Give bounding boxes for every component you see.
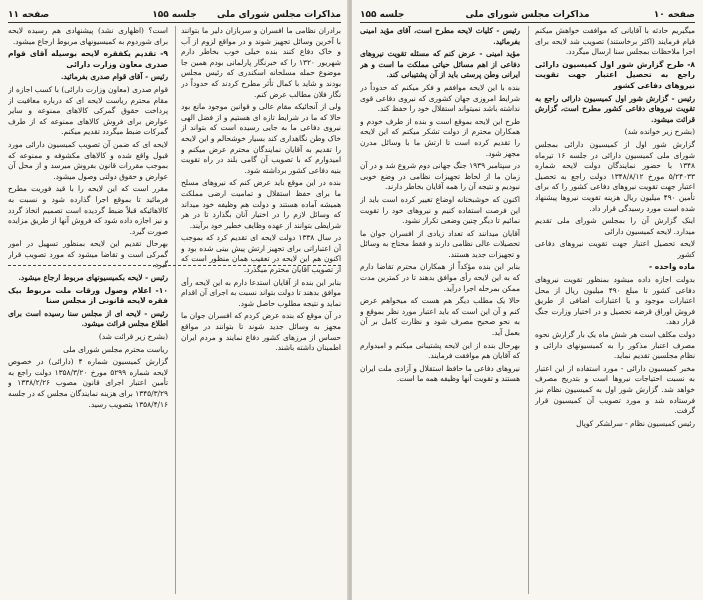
paragraph: بهرحال بنده از این لایحه پشتیبانی میکنم و امیدوارم که آقایان هم موافقت فرمایند. bbox=[360, 340, 520, 361]
paragraph: در سپتامبر ۱۹۳۹ جنگ جهانی دوم شروع شد و در آن زمان ما از لحاظ تجهیزات نظامی در وضع خوبی نبودیم و نتیجه آن را همه آقایان بخاطر دارند. bbox=[360, 161, 520, 192]
speaker-paragraph: رئیس - کلیات لایحه مطرح است، آقای مؤید امینی بفرمائید. bbox=[360, 26, 520, 46]
left-column-divider bbox=[175, 26, 176, 594]
paragraph: لایحه تحصیل اعتبار جهت تقویت نیروهای دفاعی کشور bbox=[535, 239, 695, 259]
paragraph: (بشرح زیر قرائت شد) bbox=[98, 332, 168, 342]
speaker-paragraph: مؤید امینی - عرض کنم که مسئله تقویت نیروهای دفاعی از اهم مسائل حیاتی مملکت ما است و هر ایرانی وطن پرستی باید از آن پشتیبانی کند. bbox=[360, 49, 520, 80]
paragraph: بدولت اجازه داده میشود بمنظور تقویت نیروهای دفاعی کشور تا مبلغ ۴۹۰ میلیون ریال از محل اعتبارات موجود و یا اعتبارات اضافی از طریق فروش اوراق قرضه تحصیل و در اختیار وزارت جنگ قرار دهد. bbox=[535, 275, 695, 327]
paragraph: در سال ۱۳۳۸ دولت لایحه ای تقدیم کرد که بموجب آن اعتباراتی برای تجهیز ارتش پیش بینی شده بود و اکنون هم این لایحه در تعقیب همان منظور است که از تصویب آقایان محترم میگذرد. bbox=[181, 233, 341, 275]
paragraph: اینک گزارش آن را بمجلس شورای ملی تقدیم میدارد. لایحه کمیسیون دارائی bbox=[535, 216, 695, 236]
paragraph: است؟ (اظهاری نشد) پیشنهادی هم رسیده لایحه برای شوردوم به کمیسیونهای مربوط ارجاع میشود. bbox=[8, 26, 168, 46]
paragraph: مخبر کمیسیون دارائی - مورد استفاده از این اعتبار به نسبت احتیاجات نیروها است و بتدریج مصرف خواهد شد. گزارش شور اول به کمیسیون نظام نیز فرستاده شد و مورد تصویب آن کمیسیون قرار گرفت. bbox=[535, 363, 695, 416]
paragraph: (بشرح زیر خوانده شد) bbox=[624, 127, 695, 137]
paragraph: دولت مکلف است هر شش ماه یک بار گزارش نحوه مصرف اعتبار مذکور را به کمیسیونهای دارائی و نظام مجلسین تقدیم نماید. bbox=[535, 330, 695, 361]
paragraph: در آن موقع که بنده عرض کردم که افسران جوان ما مجهز به وسائل جدید شوند تا بتوانند در مواقع حساس از مرزهای کشور دفاع نمایند و مردم ایران اطمینان داشته باشند. bbox=[181, 311, 341, 353]
paragraph: بنابر این بنده مؤکداً از همکاران محترم تقاضا دارم که به این لایحه رأی موافق بدهند تا در کمترین مدت ممکن بمرحله اجرا درآید. bbox=[360, 262, 520, 293]
section-heading: ۸- طرح گزارش شور اول کمیسیون دارائی راجع به تحصیل اعتبار جهت تقویت نیروهای دفاعی کشور bbox=[535, 59, 695, 90]
left-page-number: صفحه ۱۱ bbox=[8, 10, 50, 20]
speaker-paragraph: رئیس - لایحه بکمیسیونهای مربوط ارجاع میشود. bbox=[18, 273, 168, 283]
right-page-header bbox=[360, 8, 695, 22]
paragraph: برادران نظامی ما افسران و سربازان دلیر ما بتوانند با آخرین وسائل تجهیز شوند و در مواقع لزوم از آب و خاک دفاع کنند بنده خیلی خوب بخاطر دارم شهریور ۱۳۲۰ را که خبرنگار پارلمانی بودم همین جا موضوع حمله مسلحانه اسکندری که رئیس مجلس بودند و شاید با کمال تأثر مطرح کردند که حدوداً در نگار فلان مطالب عرض کنم. bbox=[181, 26, 341, 99]
left-page-session: جلسه ۱۵۵ bbox=[152, 10, 197, 20]
right-page-column-right bbox=[535, 26, 695, 594]
left-page-header bbox=[8, 8, 341, 22]
right-column-divider bbox=[528, 26, 529, 594]
right-page-number: صفحه ۱۰ bbox=[653, 10, 695, 20]
paragraph: طرح این لایحه بموقع است و بنده از طرف خودم و همکاران محترم از دولت تشکر میکنم که این لایحه را تقدیم کرده است تا ارتش ما با وسائل مدرن مجهز شود. bbox=[360, 116, 520, 158]
section-heading: ۹- تقدیم یکفقره لایحه بوسیله آقای قوام صدری معاون وزارت دارائی bbox=[8, 49, 168, 69]
left-page-column-right bbox=[181, 26, 341, 594]
paragraph: آقایان میدانند که تعداد زیادی از افسران جوان ما تحصیلات عالی نظامی دارند و فقط محتاج به وسائل و تجهیزات جدید هستند. bbox=[360, 228, 520, 259]
speaker-paragraph: رئیس - گزارش شور اول کمیسیون دارائی راجع به تقویت نیروهای دفاعی کشور مطرح است، گزارش قرائت میشود. bbox=[535, 93, 695, 124]
section-heading: ماده واحده - bbox=[648, 262, 695, 272]
paragraph: گزارش شور اول از کمیسیون دارائی بمجلس شورای ملی کمیسیون دارائی در جلسه ۱۶ تیرماه ۱۳۴۸ با حضور نمایندگان دولت لایحه شماره ۵/۲۴۰۳۳ مورخ ۱۳۴۸/۸/۱۲ دولت راجع به تحصیل اعتبار جهت تقویت نیروهای دفاعی کشور را که برای تأمین ۴۹۰ میلیون ریال هزینه تقویت نیروها پیشنهاد شده است مورد رسیدگی قرار داد. bbox=[535, 139, 695, 213]
left-columns bbox=[8, 26, 341, 594]
paragraph: ولی از آنجائیکه مقام عالی و قوانین موجود مانع بود حالا که ما در شرایط تازه ای هستیم و از فضل الهی نیروی دفاعی ما به جایی رسیده است که بتواند از خاک وطن نگاهداری کند بسیار خوشحالم و این لایحه را تقدیم به آقایان نمایندگان محترم عرض میکنم و امیدوارم که با تصویب آن گامی بلند در راه تقویت بنیه دفاعی کشور برداشته شود. bbox=[181, 102, 341, 175]
paragraph: اکنون که خوشبختانه اوضاع تغییر کرده است باید از این فرصت استفاده کنیم و نیروهای خود را تقویت نمائیم تا دیگر چنین وضعی تکرار نشود. bbox=[360, 194, 520, 226]
left-page-title: مذاکرات مجلس شورای ملی bbox=[216, 10, 341, 20]
right-page bbox=[352, 0, 703, 600]
paragraph: لایحه ای که ضمن آن تصویب کمیسیون دارائی مورد قبول واقع شده و کالاهای مکشوفه و ممنوعه که بموجب مقررات قانون بفروش میرسد و از محل آن عوارض و حقوق دولتی وصول میشود. bbox=[8, 139, 168, 181]
right-page-session: جلسه ۱۵۵ bbox=[360, 10, 405, 20]
paragraph: گزارش کمیسیون شماره ۴ (دارائی) در خصوص لایحه شماره ۵۲۹۹ مورخ ۱۳۵۸/۳/۲۰ دولت راجع به تأمین اعتبار اجرای قانون مصوب ۱۳۳۸/۲/۲۶ و ۱۳۴۵/۳/۲۹ برای هزینه نمایندگان مجلس که در جلسه ۱۳۵۸/۴/۱۶ بتصویب رسید. bbox=[8, 357, 168, 409]
paragraph: ریاست محترم مجلس شورای ملی bbox=[63, 344, 168, 354]
paragraph: بنده در این موقع باید عرض کنم که نیروهای مسلح ما برای حفظ استقلال و تمامیت ارضی مملکت همیشه آماده هستند و دولت هم وظیفه خود میداند که وسائل لازم را در اختیار آنان بگذارد تا در هر شرایطی بتوانند از عهده وظایف خطیر خود برآیند. bbox=[181, 178, 341, 230]
speaker-paragraph: رئیس - آقای قوام صدری بفرمائید. bbox=[60, 72, 168, 82]
right-header-rule bbox=[360, 22, 695, 23]
paragraph: مقرر است که این لایحه را با قید فوریت مطرح فرمائید تا بموقع اجرا گذارده شود و نسبت به کالاهائیکه قبلاً ضبط گردیده است تصمیم اتخاذ گردد و نیز اجازه داده شود که فروش آنها از طریق مزایده صورت گیرد. bbox=[8, 184, 168, 236]
left-header-rule bbox=[8, 22, 341, 23]
paragraph: میگیریم حادثه با آقایانی که موافقت خواهش میکنم قیام فرمایند (اکثر برخاستند) تصویب شد لایحه برای اجرا ملاحظات بمجلس سنا ارسال میگردد. bbox=[535, 26, 695, 57]
left-section-cut bbox=[8, 265, 341, 266]
paragraph: نیروهای دفاعی ما حافظ استقلال و آزادی ملت ایران هستند و تقویت آنها وظیفه همه ما است. bbox=[360, 363, 520, 384]
paragraph: حالا یک مطلب دیگر هم هست که میخواهم عرض کنم و آن این است که باید اعتبار مورد نظر بموقع و به نحو صحیح مصرف شود و نظارت کامل بر آن بعمل آید. bbox=[360, 296, 520, 338]
paragraph: بنده با این لایحه موافقم و فکر میکنم که حدوداً در شرایط امروزی جهان کشوری که نیروی دفاعی قوی نداشته باشد نمیتواند استقلال خود را حفظ کند. bbox=[360, 82, 520, 114]
right-columns bbox=[360, 26, 695, 594]
right-page-column-left bbox=[360, 26, 520, 594]
left-page-column-left bbox=[8, 26, 168, 594]
speaker-paragraph: رئیس - لایحه ای از مجلس سنا رسیده است برای اطلاع مجلس قرائت میشود. bbox=[8, 308, 168, 329]
paragraph: رئیس کمیسیون نظام - سرلشکر کوپال bbox=[576, 418, 695, 428]
paragraph: بهرحال تقدیم این لایحه بمنظور تسهیل در امور گمرکی است و تقاضا میشود که مورد تصویب قرار گیرد. bbox=[8, 239, 168, 270]
paragraph: قوام صدری (معاون وزارت دارائی) با کسب اجازه از مقام محترم ریاست لایحه ای که درباره معافیت از پرداخت حقوق گمرکی کالاهای ممنوعه و سایر عوارض برای فروش کالاهای ممنوعه که از طرف گمرکات ضبط میگردد تقدیم میکنم. bbox=[8, 84, 168, 137]
paragraph: بنابر این بنده از آقایان استدعا دارم به این لایحه رأی موافق بدهند تا دولت بتواند نسبت به اجرای آن اقدام نماید و نتیجه مطلوب حاصل شود. bbox=[181, 277, 341, 308]
section-heading: ۱۰- اعلام وصول ورقات ملت مربوط بیک فقره لایحه قانونی از مجلس سنا bbox=[8, 285, 168, 306]
right-page-title: مذاکرات مجلس شورای ملی bbox=[465, 10, 590, 20]
left-page bbox=[0, 0, 349, 600]
